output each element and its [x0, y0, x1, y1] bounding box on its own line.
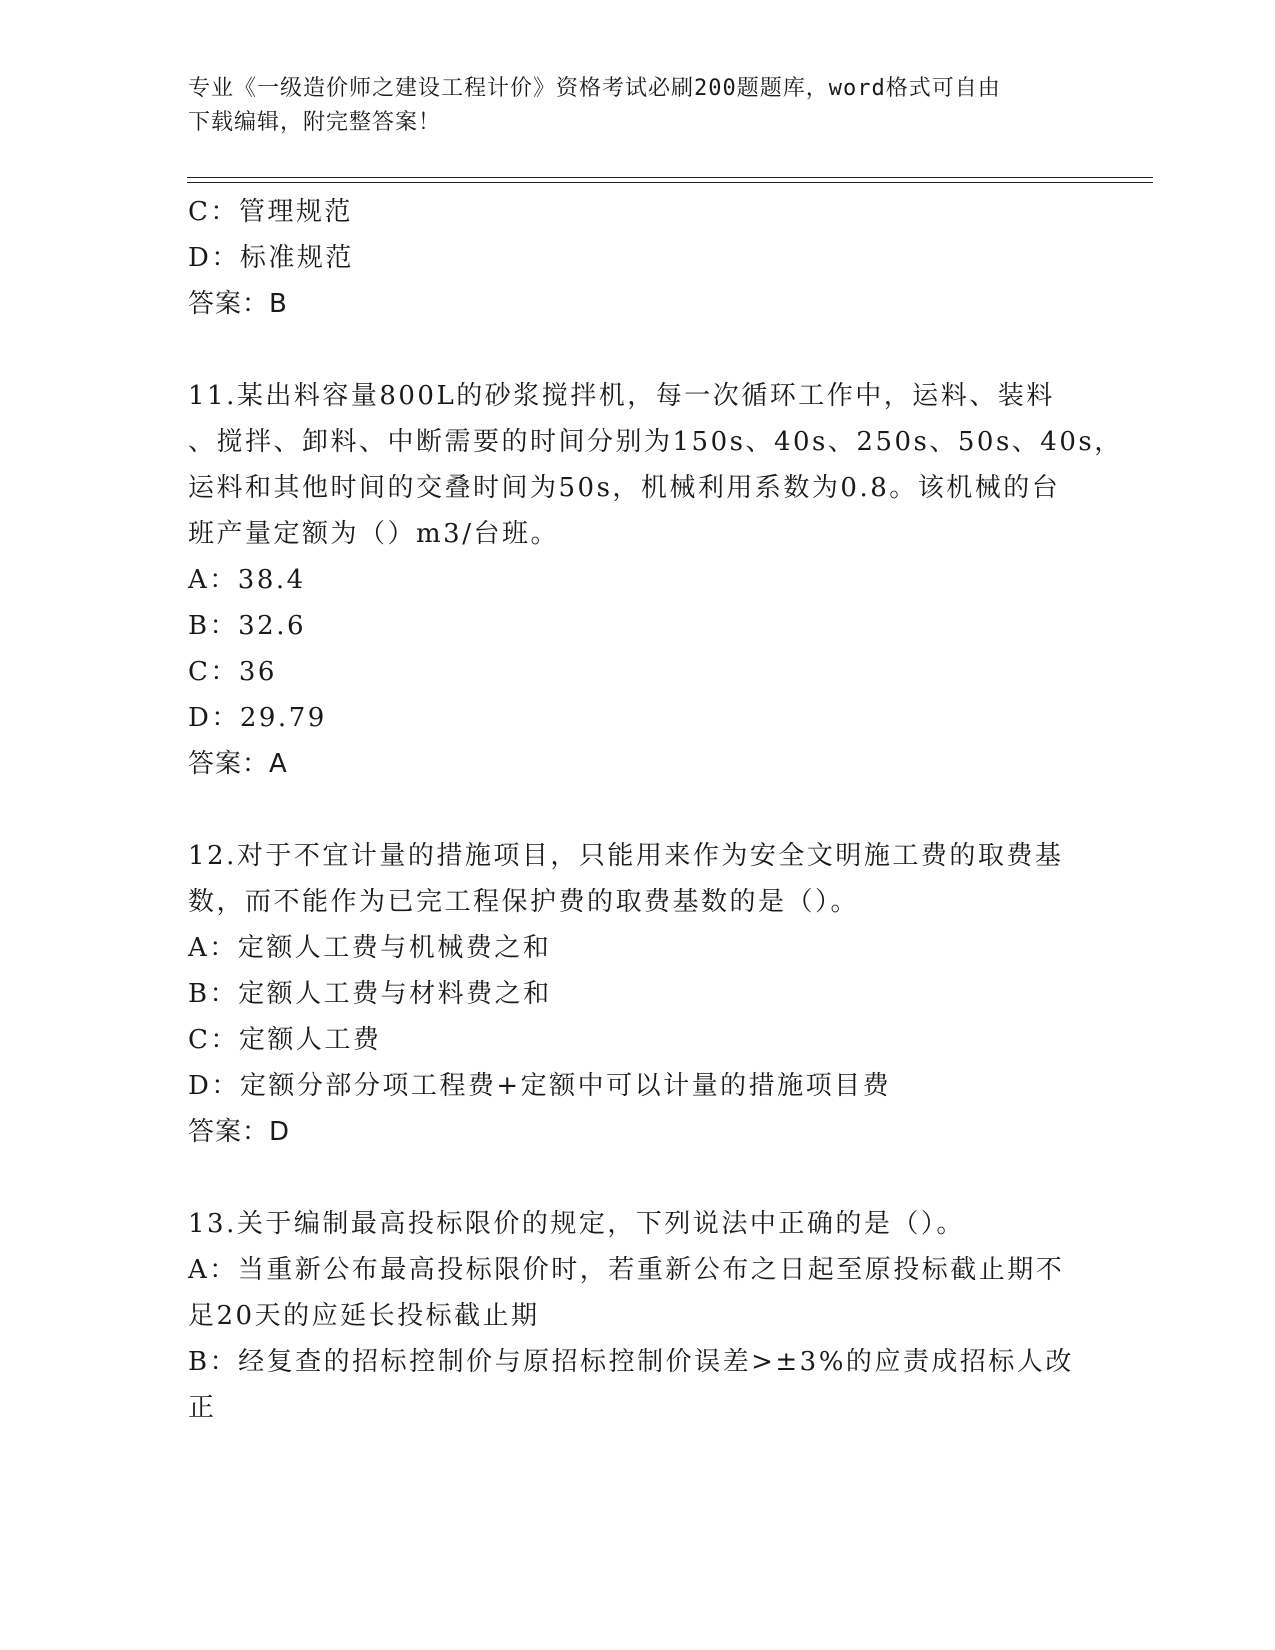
- question-stem-line: 13.关于编制最高投标限价的规定，下列说法中正确的是（）。: [188, 1209, 965, 1239]
- option-b: B：经复查的招标控制价与原招标控制价误差>±3%的应责成招标人改: [188, 1347, 1074, 1377]
- question-stem-line: 运料和其他时间的交叠时间为50s，机械利用系数为0.8。该机械的台: [188, 473, 1061, 503]
- header-line-2: 下载编辑，附完整答案！: [188, 110, 442, 135]
- option-a: A：当重新公布最高投标限价时，若重新公布之日起至原投标截止期不: [188, 1255, 1065, 1285]
- spacer: [188, 327, 1088, 373]
- header-divider-bottom: [187, 182, 1153, 183]
- option-b: B：定额人工费与材料费之和: [188, 979, 552, 1009]
- document-body: [188, 189, 1123, 1431]
- question-stem-line: 班产量定额为（）m3/台班。: [188, 519, 559, 549]
- option-a: A：定额人工费与机械费之和: [188, 933, 552, 963]
- question-11: [188, 373, 1123, 787]
- question-12: [188, 833, 1088, 1155]
- question-stem-line: 12.对于不宜计量的措施项目，只能用来作为安全文明施工费的取费基: [188, 841, 1064, 871]
- option-d: D：标准规范: [188, 243, 354, 273]
- option-b-continued: 正: [188, 1393, 217, 1423]
- question-stem-line: 数，而不能作为已完工程保护费的取费基数的是（）。: [188, 887, 860, 917]
- option-d: D：29.79: [188, 703, 327, 733]
- answer-line: 答案：A: [188, 749, 288, 779]
- answer-line: 答案：B: [188, 289, 288, 319]
- question-stem-line: 、搅拌、卸料、中断需要的时间分别为150s、40s、250s、50s、40s，: [188, 427, 1123, 457]
- option-a-continued: 足20天的应延长投标截止期: [188, 1301, 540, 1331]
- spacer: [188, 787, 1088, 833]
- question-stem-line: 11.某出料容量800L的砂浆搅拌机，每一次循环工作中，运料、装料: [188, 381, 1055, 411]
- option-c: C：管理规范: [188, 197, 353, 227]
- spacer: [188, 1155, 1088, 1201]
- page-header: [188, 72, 1088, 140]
- header-divider-top: [187, 177, 1153, 178]
- option-c: C：36: [188, 657, 277, 687]
- option-b: B：32.6: [188, 611, 306, 641]
- header-line-1: 专业《一级造价师之建设工程计价》资格考试必刷200题题库，word格式可自由: [188, 76, 1001, 101]
- question-10-continued: [188, 189, 1088, 327]
- answer-line: 答案：D: [188, 1117, 291, 1147]
- option-d: D：定额分部分项工程费+定额中可以计量的措施项目费: [188, 1071, 892, 1101]
- option-a: A：38.4: [188, 565, 306, 595]
- question-13: [188, 1201, 1088, 1431]
- option-c: C：定额人工费: [188, 1025, 382, 1055]
